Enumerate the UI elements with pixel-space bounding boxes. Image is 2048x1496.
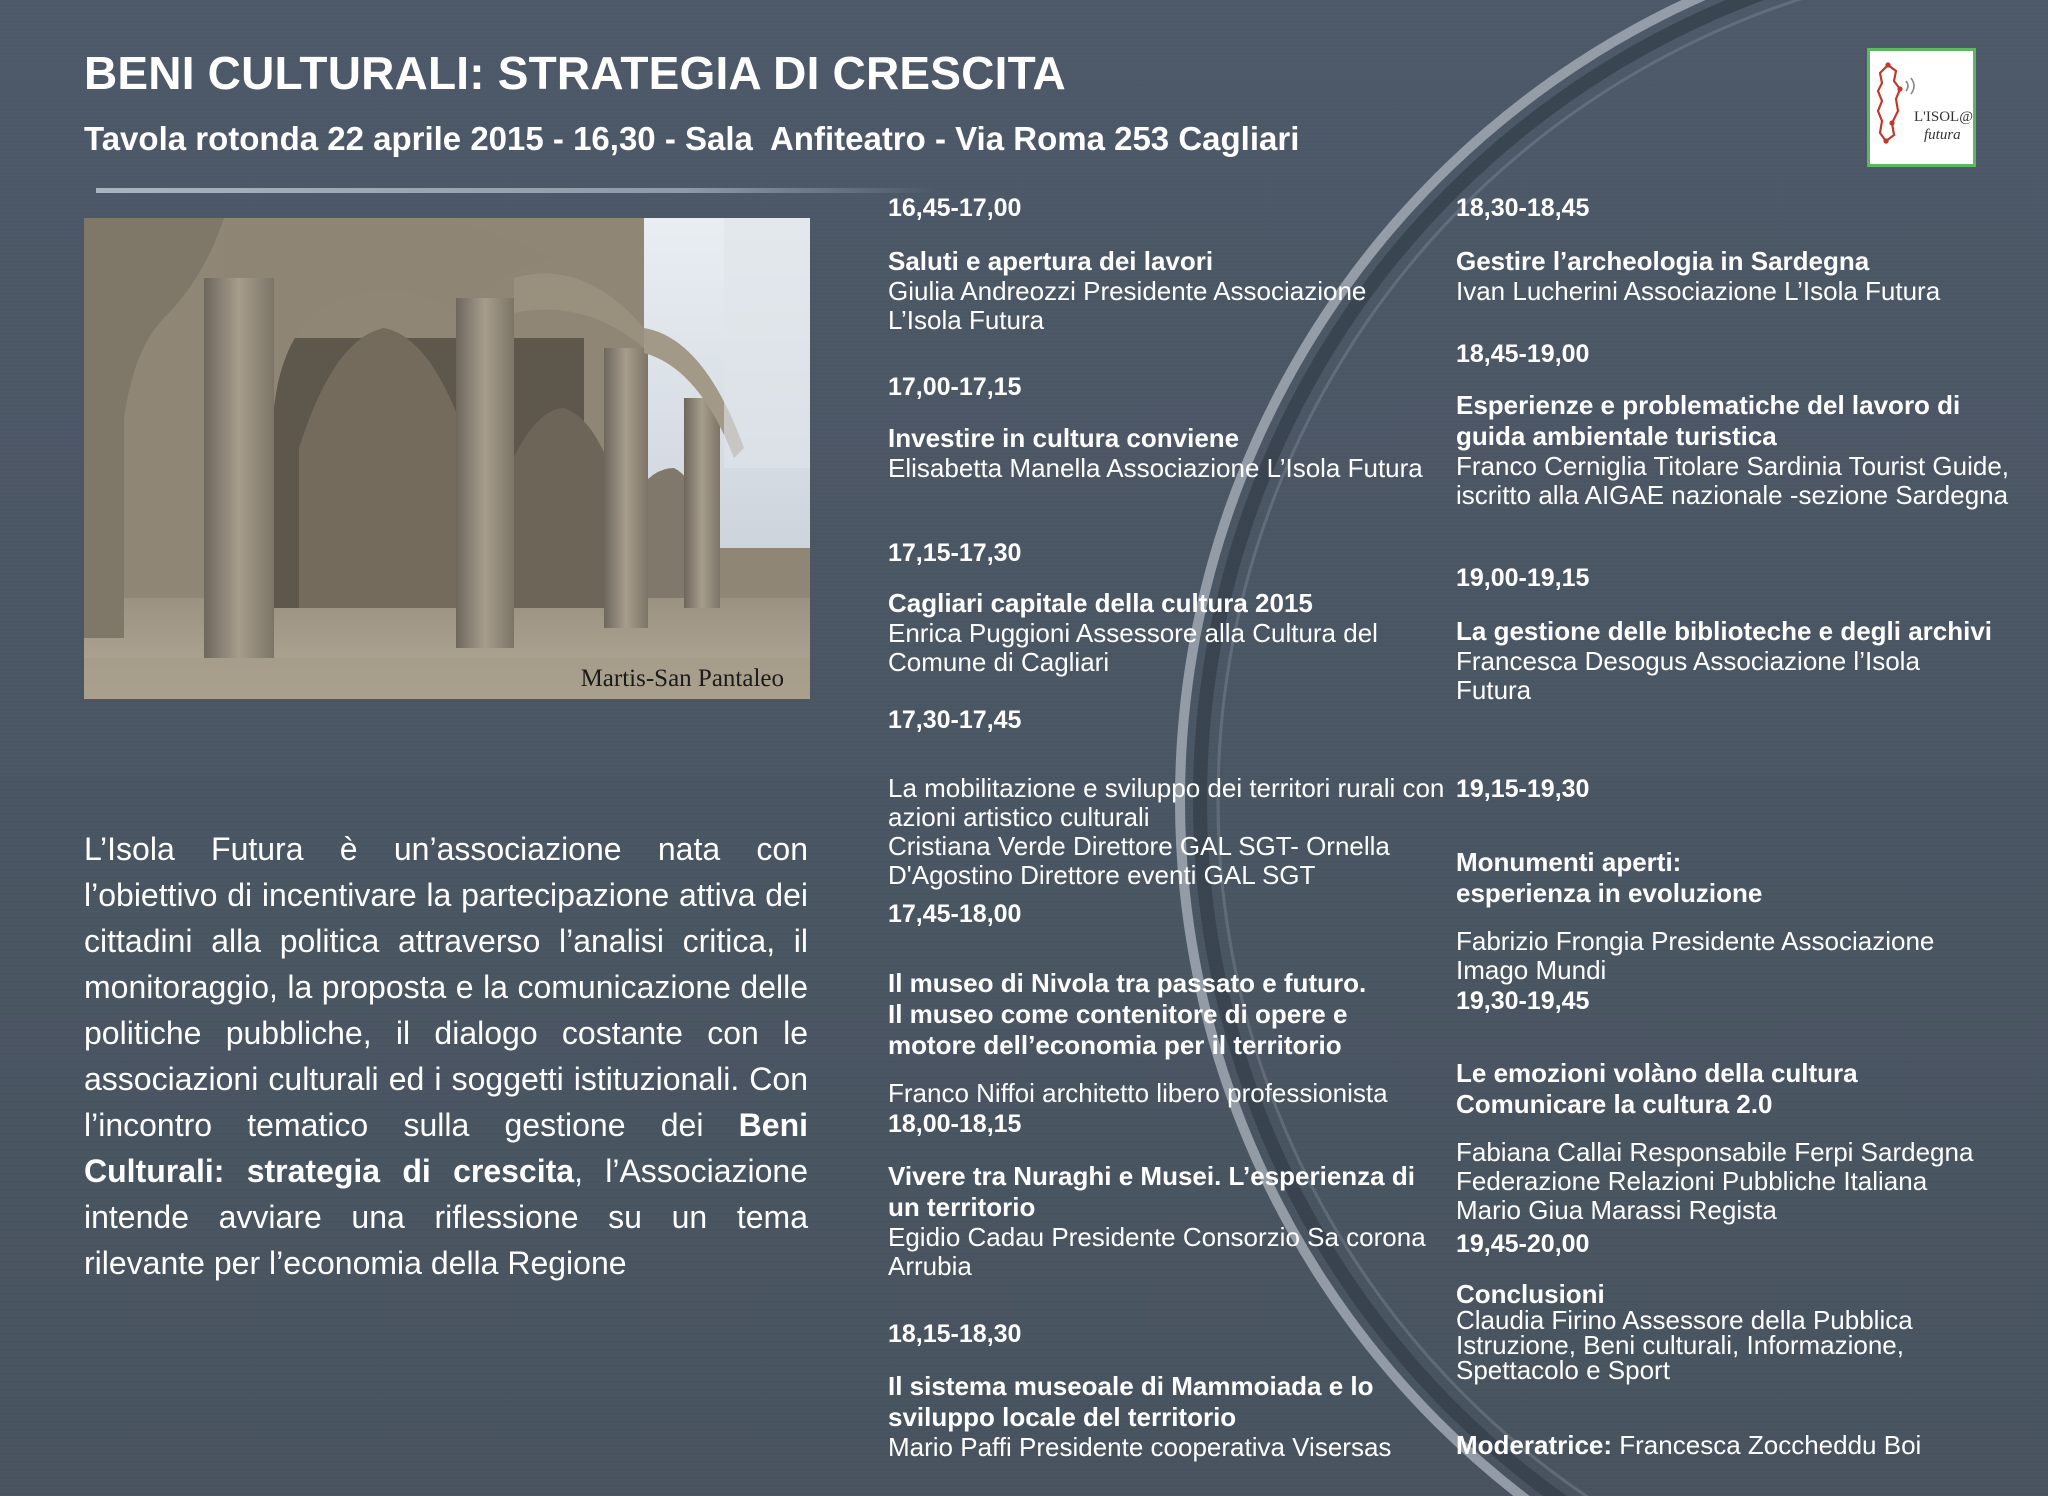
slot-time: 17,30-17,45 [888, 706, 1022, 734]
slot-title: Le emozioni volàno della cultura Comunicare la cultura 2.0 [1456, 1058, 1858, 1119]
slot-speaker: Franco Niffoi architetto libero professionista [888, 1078, 1388, 1108]
slot-time: 17,00-17,15 [888, 373, 1022, 401]
program-slot [888, 246, 1433, 335]
photo-caption: Martis-San Pantaleo [580, 665, 784, 692]
slot-speaker: Elisabetta Manella Associazione L’Isola Futura [888, 453, 1423, 483]
slot-title: Cagliari capitale della cultura 2015 [888, 588, 1313, 618]
slot-title: Saluti e apertura dei lavori [888, 246, 1214, 276]
program-slot [888, 423, 1433, 483]
event-subtitle: Tavola rotonda 22 aprile 2015 - 16,30 - Sala Anfiteatro - Via Roma 253 Cagliari [84, 120, 1300, 157]
slot-title: Conclusioni [1456, 1279, 1605, 1309]
slot-speaker: Fabiana Callai Responsabile Ferpi Sardegna Federazione Relazioni Pubbliche Italiana Mario Giua Marassi Regista [1456, 1137, 1974, 1225]
title-divider [96, 188, 936, 193]
program-slot [1456, 1280, 2016, 1383]
intro-text-after: , l’Associazione intende avviare una riflessione su un tema rilevante per l’economia della Regione [84, 1153, 809, 1281]
slot-speaker: Francesca Desogus Associazione l’Isola Futura [1456, 646, 1920, 705]
slot-title: Esperienze e problematiche del lavoro di guida ambientale turistica [1456, 390, 1961, 451]
program-slot [888, 756, 1448, 908]
slot-speaker: Franco Cerniglia Titolare Sardinia Tourist Guide, iscritto alla AIGAE nazionale -sezione Sardegna [1456, 451, 2010, 510]
slot-speaker: Enrica Puggioni Assessore alla Cultura del Comune di Cagliari [888, 618, 1378, 677]
slot-time: 18,30-18,45 [1456, 194, 1590, 222]
program-slot [1456, 829, 2001, 1003]
slot-time: 19,45-20,00 [1456, 1230, 1590, 1258]
logo-text-bottom: futura [1924, 127, 1961, 143]
slot-speaker: Giulia Andreozzi Presidente Associazione L’Isola Futura [888, 276, 1367, 335]
moderator-label: Moderatrice: [1456, 1430, 1613, 1460]
slot-title: Vivere tra Nuraghi e Musei. L’esperienza di un territorio [888, 1161, 1415, 1222]
isola-futura-logo [1867, 48, 1976, 167]
program-slot [1456, 246, 2001, 306]
program-slot [888, 950, 1433, 1126]
slot-speaker: Ivan Lucherini Associazione L’Isola Futura [1456, 276, 1941, 306]
intro-highlight: Beni Culturali: strategia di crescita [84, 1107, 808, 1189]
slot-title: Il sistema museoale di Mammoiada e lo sviluppo locale del territorio [888, 1371, 1374, 1432]
program-slot [888, 588, 1433, 677]
slot-title: Investire in cultura conviene [888, 423, 1240, 453]
slot-title: Il museo di Nivola tra passato e futuro. Il museo come contenitore di opere e motore dell’economia per il territorio [888, 968, 1367, 1060]
slot-speaker: Egidio Cadau Presidente Consorzio Sa corona Arrubia [888, 1222, 1426, 1281]
intro-text-before: L’Isola Futura è un’associazione nata con l’obiettivo di incentivare la partecipazione attiva dei cittadini alla politica attraverso l’analisi critica, il monitoraggio, la proposta e la comunicazione delle politiche pubbliche, il dialogo costante con le associazioni culturali ed i soggetti istituzionali. Con l’incontro tematico sulla gestione dei [84, 831, 808, 1143]
moderator-line [1456, 1430, 1921, 1461]
slot-time: 17,45-18,00 [888, 900, 1022, 928]
slot-speaker: La mobilitazione e sviluppo dei territori rurali con azioni artistico culturali Cristiana Verde Direttore GAL SGT- Ornella D'Agostino Direttore eventi GAL SGT [888, 773, 1445, 890]
logo-text-top: L'ISOL@ [1914, 109, 1973, 125]
slot-title: Gestire l’archeologia in Sardegna [1456, 246, 1870, 276]
slot-speaker: Fabrizio Frongia Presidente Associazione Imago Mundi [1456, 926, 1935, 985]
slot-time: 18,00-18,15 [888, 1110, 1022, 1138]
slot-time: 19,30-19,45 [1456, 987, 1590, 1015]
program-slot [1456, 1040, 2016, 1243]
program-slot [888, 1371, 1433, 1462]
slot-time: 16,45-17,00 [888, 194, 1022, 222]
slot-speaker: Claudia Firino Assessore della Pubblica Istruzione, Beni culturali, Informazione, Spettacolo e Sport [1456, 1305, 1913, 1385]
slot-title: La gestione delle biblioteche e degli archivi [1456, 616, 1993, 646]
slot-speaker: Mario Paffi Presidente cooperativa Visersas [888, 1432, 1392, 1462]
poster-title: BENI CULTURALI: STRATEGIA DI CRESCITA [84, 47, 1066, 99]
program-slot [1456, 616, 2001, 705]
association-description [84, 826, 808, 1286]
slot-time: 17,15-17,30 [888, 539, 1022, 567]
slot-title: Monumenti aperti: esperienza in evoluzione [1456, 847, 1763, 908]
program-slot [1456, 390, 2016, 510]
moderator-name: Francesca Zoccheddu Boi [1612, 1430, 1922, 1460]
slot-time: 19,00-19,15 [1456, 564, 1590, 592]
program-slot [888, 1161, 1433, 1281]
church-photo [84, 218, 810, 699]
slot-time: 18,45-19,00 [1456, 340, 1590, 368]
slot-time: 19,15-19,30 [1456, 775, 1590, 803]
slot-time: 18,15-18,30 [888, 1320, 1022, 1348]
